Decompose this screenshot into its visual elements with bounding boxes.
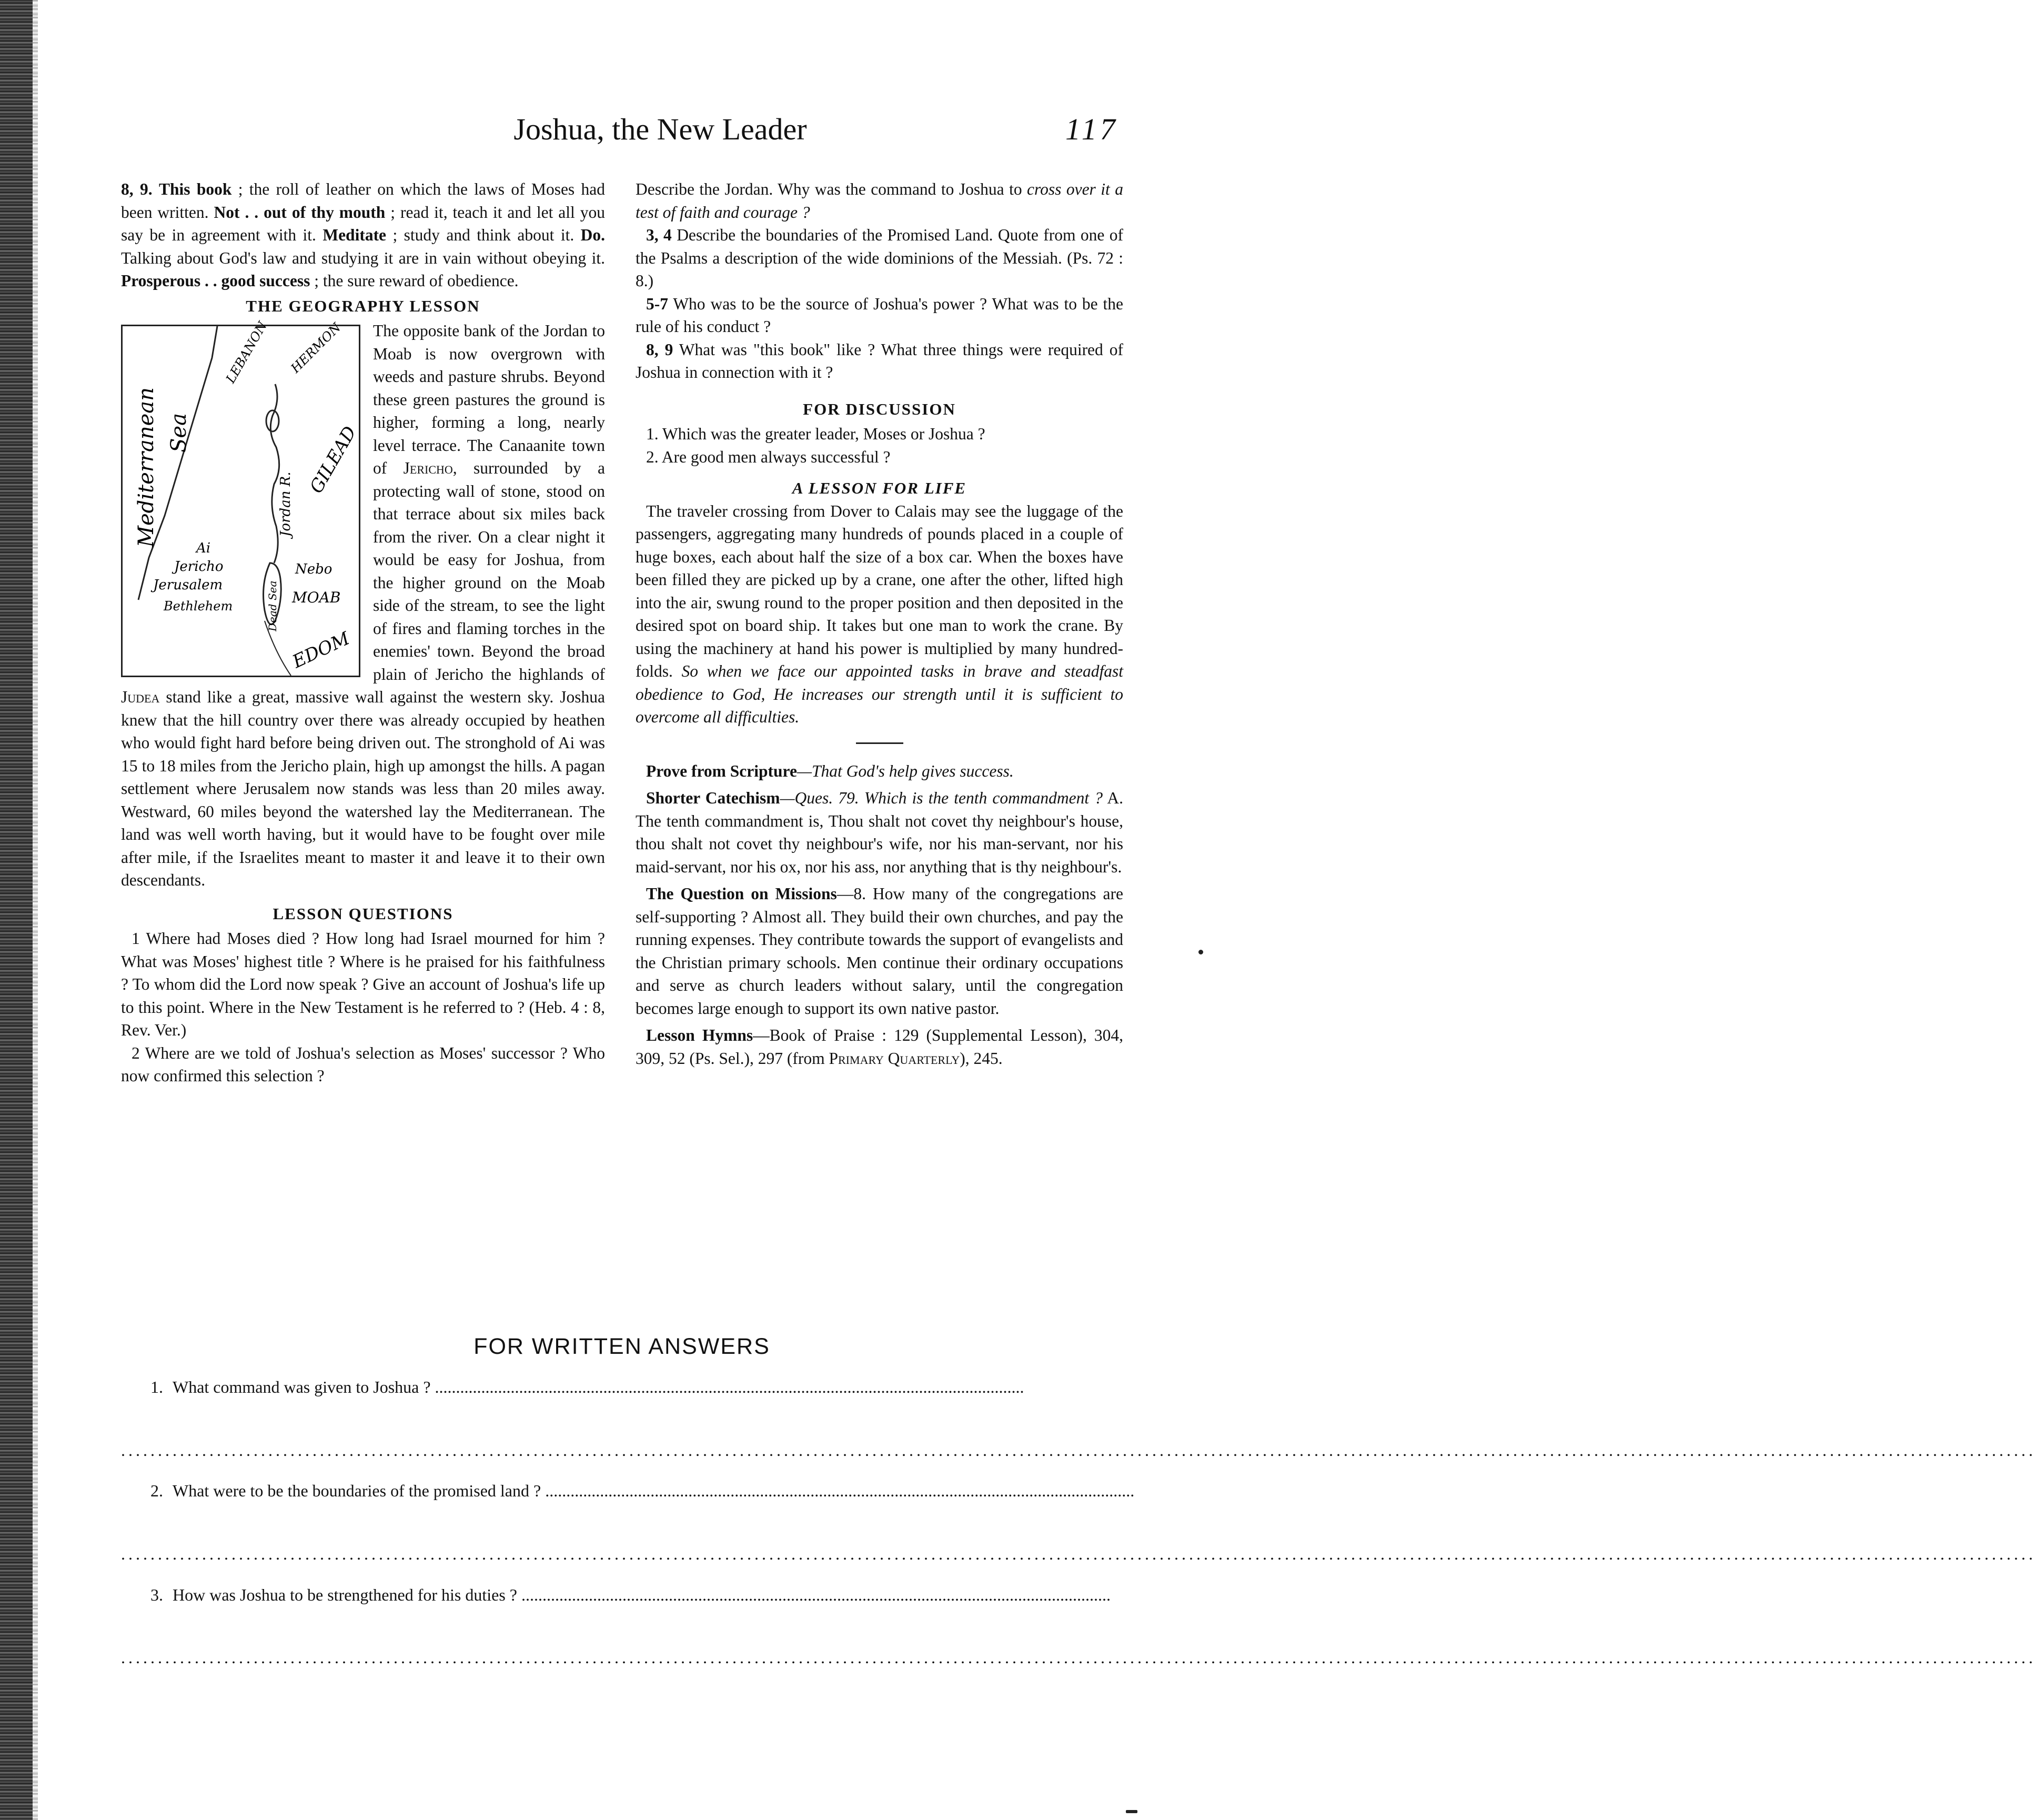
q-ref: 5-7	[646, 294, 668, 313]
question-number: 3.	[150, 1585, 163, 1604]
missions-text: —8. How many of the congregations are self-supporting ? Almost all. They build their own churches, and pay the running expenses. They contribute towards the support of evangelists and the Christian primary schools. Men continue their ordinary occupations and serve as church leaders without salary, until the congregation becomes large enough to support its own native pastor.	[636, 884, 1123, 1018]
shorter-catechism	[636, 787, 1123, 878]
term-meditate: Meditate	[322, 226, 387, 244]
question-text: What were to be the boundaries of the promised land ?	[173, 1481, 541, 1500]
map-label-nebo: Nebo	[295, 561, 332, 577]
map-label-jericho: Jericho	[174, 559, 224, 575]
gloss: Talking about God's law and studying it are in vain without obeying it.	[121, 248, 605, 267]
lesson-question-5-7	[636, 293, 1123, 338]
gloss: ; read it, teach it and let all you say be in agreement with it.	[121, 203, 606, 244]
term-do: Do.	[580, 226, 606, 244]
life-text-a: The traveler crossing from Dover to Calais may see the luggage of the passengers, aggregating many hundreds of pounds placed in a couple of huge boxes, each about half the size of a box car. When the boxes have been filled they are picked up by a crane, one after the other, lifted high into the air, swung round to the proper position and then deposited in the desired spot on board ship. It takes but one man to work the crane. By using the machinery at hand his power is multiplied by many hundred-folds.	[636, 501, 1123, 680]
hymns-text-end: ), 245.	[960, 1049, 1003, 1068]
section-divider	[856, 742, 903, 744]
left-column	[121, 178, 605, 1088]
answer-leader-dots: ............................................................................................................................................	[541, 1481, 1135, 1500]
verse-ref: 8, 9.	[121, 180, 153, 198]
map-label-ai: Ai	[196, 540, 211, 556]
lesson-question-2: 2 Where are we told of Joshua's selection as Moses' successor ? Who now confirmed this selection ?	[121, 1043, 605, 1085]
map-label-edom: EDOM	[289, 628, 353, 673]
lesson-question-8-9	[636, 338, 1123, 384]
print-speck	[1126, 1810, 1137, 1813]
lesson-question-1: 1 Where had Moses died ? How long had Israel mourned for him ? What was Moses' highest title ? Where is he praised for his faithfulness ? To whom did the Lord now speak ? Give an account of Joshua's life up to this point. Where in the New Testament is he referred to ? (Heb. 4 : 8, Rev. Ver.)	[121, 929, 605, 1039]
discussion-item: 2. Are good men always successful ?	[646, 447, 891, 466]
geo-text-b: , surrounded by a protecting wall of stone, stood on that terrace about six miles back from the river. On a clear night it would be easy for Joshua, from the higher ground on the Moab side of the stream, to see the light of fires and flaming torches in the enemies' town. Beyond the broad plain of Jericho the highlands of	[373, 459, 606, 683]
book-binding-edge	[0, 0, 33, 1820]
map-label-hermon: HERMON	[288, 320, 344, 376]
life-text-b: So when we face our appointed tasks in brave and steadfast obedience to God, He increases our strength until it is sufficient to overcome all difficulties.	[636, 662, 1124, 726]
verse-notes-8-9	[121, 178, 605, 293]
question-on-missions	[636, 882, 1123, 1020]
map-label-gilead: GILEAD	[306, 423, 361, 497]
q-text: Who was to be the source of Joshua's power ? What was to be the rule of his conduct ?	[636, 294, 1123, 336]
term-out-of-mouth: Not . . out of thy mouth	[214, 203, 386, 222]
gloss: ; the sure reward of obedience.	[314, 272, 519, 290]
place-judea: Judea	[121, 688, 160, 706]
q-text: What was "this book" like ? What three things were required of Joshua in connection with it ?	[636, 340, 1123, 381]
page-gutter	[33, 0, 38, 1820]
answer-line[interactable]: ....................................................................................................................................................................................................................................................................	[121, 1441, 2036, 1460]
geography-heading: THE GEOGRAPHY LESSON	[246, 296, 480, 315]
gloss: ; the roll of leather on which the laws of Moses had been written.	[121, 180, 606, 222]
map-label-sea: Sea	[167, 413, 191, 453]
lesson-question-3-4	[636, 224, 1123, 293]
sea-of-galilee	[266, 410, 279, 431]
prove-label: Prove from Scripture	[646, 761, 797, 780]
prove-text: —That God's help gives success.	[797, 761, 1014, 780]
map-label-jerusalem: Jerusalem	[153, 577, 223, 593]
written-question-3	[121, 1585, 1123, 1610]
geo-text-a: The opposite bank of the Jordan to Moab is now overgrown with weeds and pasture shrubs. Beyond these green pastures the ground is higher, forming a long, nearly level terrace. The Canaanite town of	[373, 321, 605, 477]
written-question-1	[121, 1377, 1123, 1402]
lesson-questions-heading: LESSON QUESTIONS	[273, 904, 453, 923]
page-number: 117	[1065, 112, 1118, 146]
lesson-hymns	[636, 1024, 1123, 1070]
map-label-dead-sea: Dead Sea	[266, 580, 279, 631]
lesson-for-life-heading: A LESSON FOR LIFE	[792, 479, 967, 497]
question-number: 1.	[150, 1377, 163, 1396]
answer-leader-dots: ............................................................................................................................................	[517, 1585, 1111, 1604]
question-number: 2.	[150, 1481, 163, 1500]
map-drawing	[123, 319, 361, 676]
map-label-bethlehem: Bethlehem	[164, 599, 233, 614]
q-ref: 8, 9	[646, 340, 673, 359]
right-column	[636, 178, 1123, 1070]
map-label-jordan: Jordan R.	[278, 471, 294, 537]
catechism-ques: —Ques. 79.	[780, 789, 859, 807]
print-speck	[1198, 950, 1203, 954]
primary-quarterly: Primary Quarterly	[829, 1049, 960, 1068]
q-text: Describe the Jordan. Why was the command to Joshua to	[636, 180, 1022, 198]
catechism-question: Which is the tenth commandment ?	[864, 789, 1103, 807]
map-label-mediterranean: Mediterranean	[134, 387, 158, 547]
geography-map	[121, 319, 361, 677]
q-text-italic: cross over it a test of faith and courage ?	[636, 180, 1124, 222]
answer-line[interactable]: ....................................................................................................................................................................................................................................................................	[121, 1544, 2036, 1563]
lesson-question-continued	[636, 178, 1123, 224]
q-ref: 3, 4	[646, 226, 672, 244]
term-prosperous: Prosperous . . good success	[121, 272, 310, 290]
discussion-item: 1. Which was the greater leader, Moses or Joshua ?	[646, 425, 985, 443]
map-label-moab: MOAB	[292, 589, 341, 606]
running-head	[0, 112, 1244, 154]
written-answers-heading: FOR WRITTEN ANSWERS	[473, 1334, 770, 1359]
place-jericho: Jericho	[403, 459, 453, 477]
q-text: Describe the boundaries of the Promised Land. Quote from one of the Psalms a description of the wide dominions of the Messiah. (Ps. 72 : 8.)	[636, 226, 1124, 290]
written-question-2	[121, 1481, 1135, 1505]
discussion-heading: FOR DISCUSSION	[803, 399, 956, 418]
running-title: Joshua, the New Leader	[513, 112, 807, 146]
hymns-label: Lesson Hymns	[646, 1026, 753, 1044]
prove-from-scripture	[636, 760, 1123, 783]
map-label-lebanon: LEBANON	[223, 319, 270, 386]
geo-text-c: stand like a great, massive wall against the western sky. Joshua knew that the hill country over there was already occupied by heathen who would fight hard before being driven out. The stronghold of Ai was 15 to 18 miles from the Jericho plain, high up amongst the hills. A pagan settlement where Jerusalem now stands was less than 20 miles away. Westward, 60 miles beyond the watershed lay the Mediterranean. The land was well worth having, but it would have to be fought over mile after mile, if the Israelites meant to master it and leave it to their own descendants.	[121, 688, 606, 889]
answer-leader-dots: ............................................................................................................................................	[430, 1377, 1024, 1396]
lesson-for-life-text	[636, 500, 1123, 729]
term-this-book: This book	[158, 180, 232, 198]
answer-line[interactable]: ....................................................................................................................................................................................................................................................................	[121, 1648, 2036, 1667]
question-text: What command was given to Joshua ?	[173, 1377, 431, 1396]
hymns-text: —Book of Praise : 129 (Supplemental Lesson), 304, 309, 52 (Ps. Sel.), 297 (from	[636, 1026, 1124, 1068]
gloss: ; study and think about it.	[392, 226, 574, 244]
missions-label: The Question on Missions	[646, 884, 837, 903]
catechism-answer: A. The tenth commandment is, Thou shalt not covet thy neighbour's house, thou shalt not covet thy neighbour's wife, nor his man-servant, nor his maid-servant, nor his ox, nor his ass, nor anything that is thy neighbour's.	[636, 789, 1124, 876]
question-text: How was Joshua to be strengthened for his duties ?	[173, 1585, 517, 1604]
catechism-label: Shorter Catechism	[646, 789, 780, 807]
